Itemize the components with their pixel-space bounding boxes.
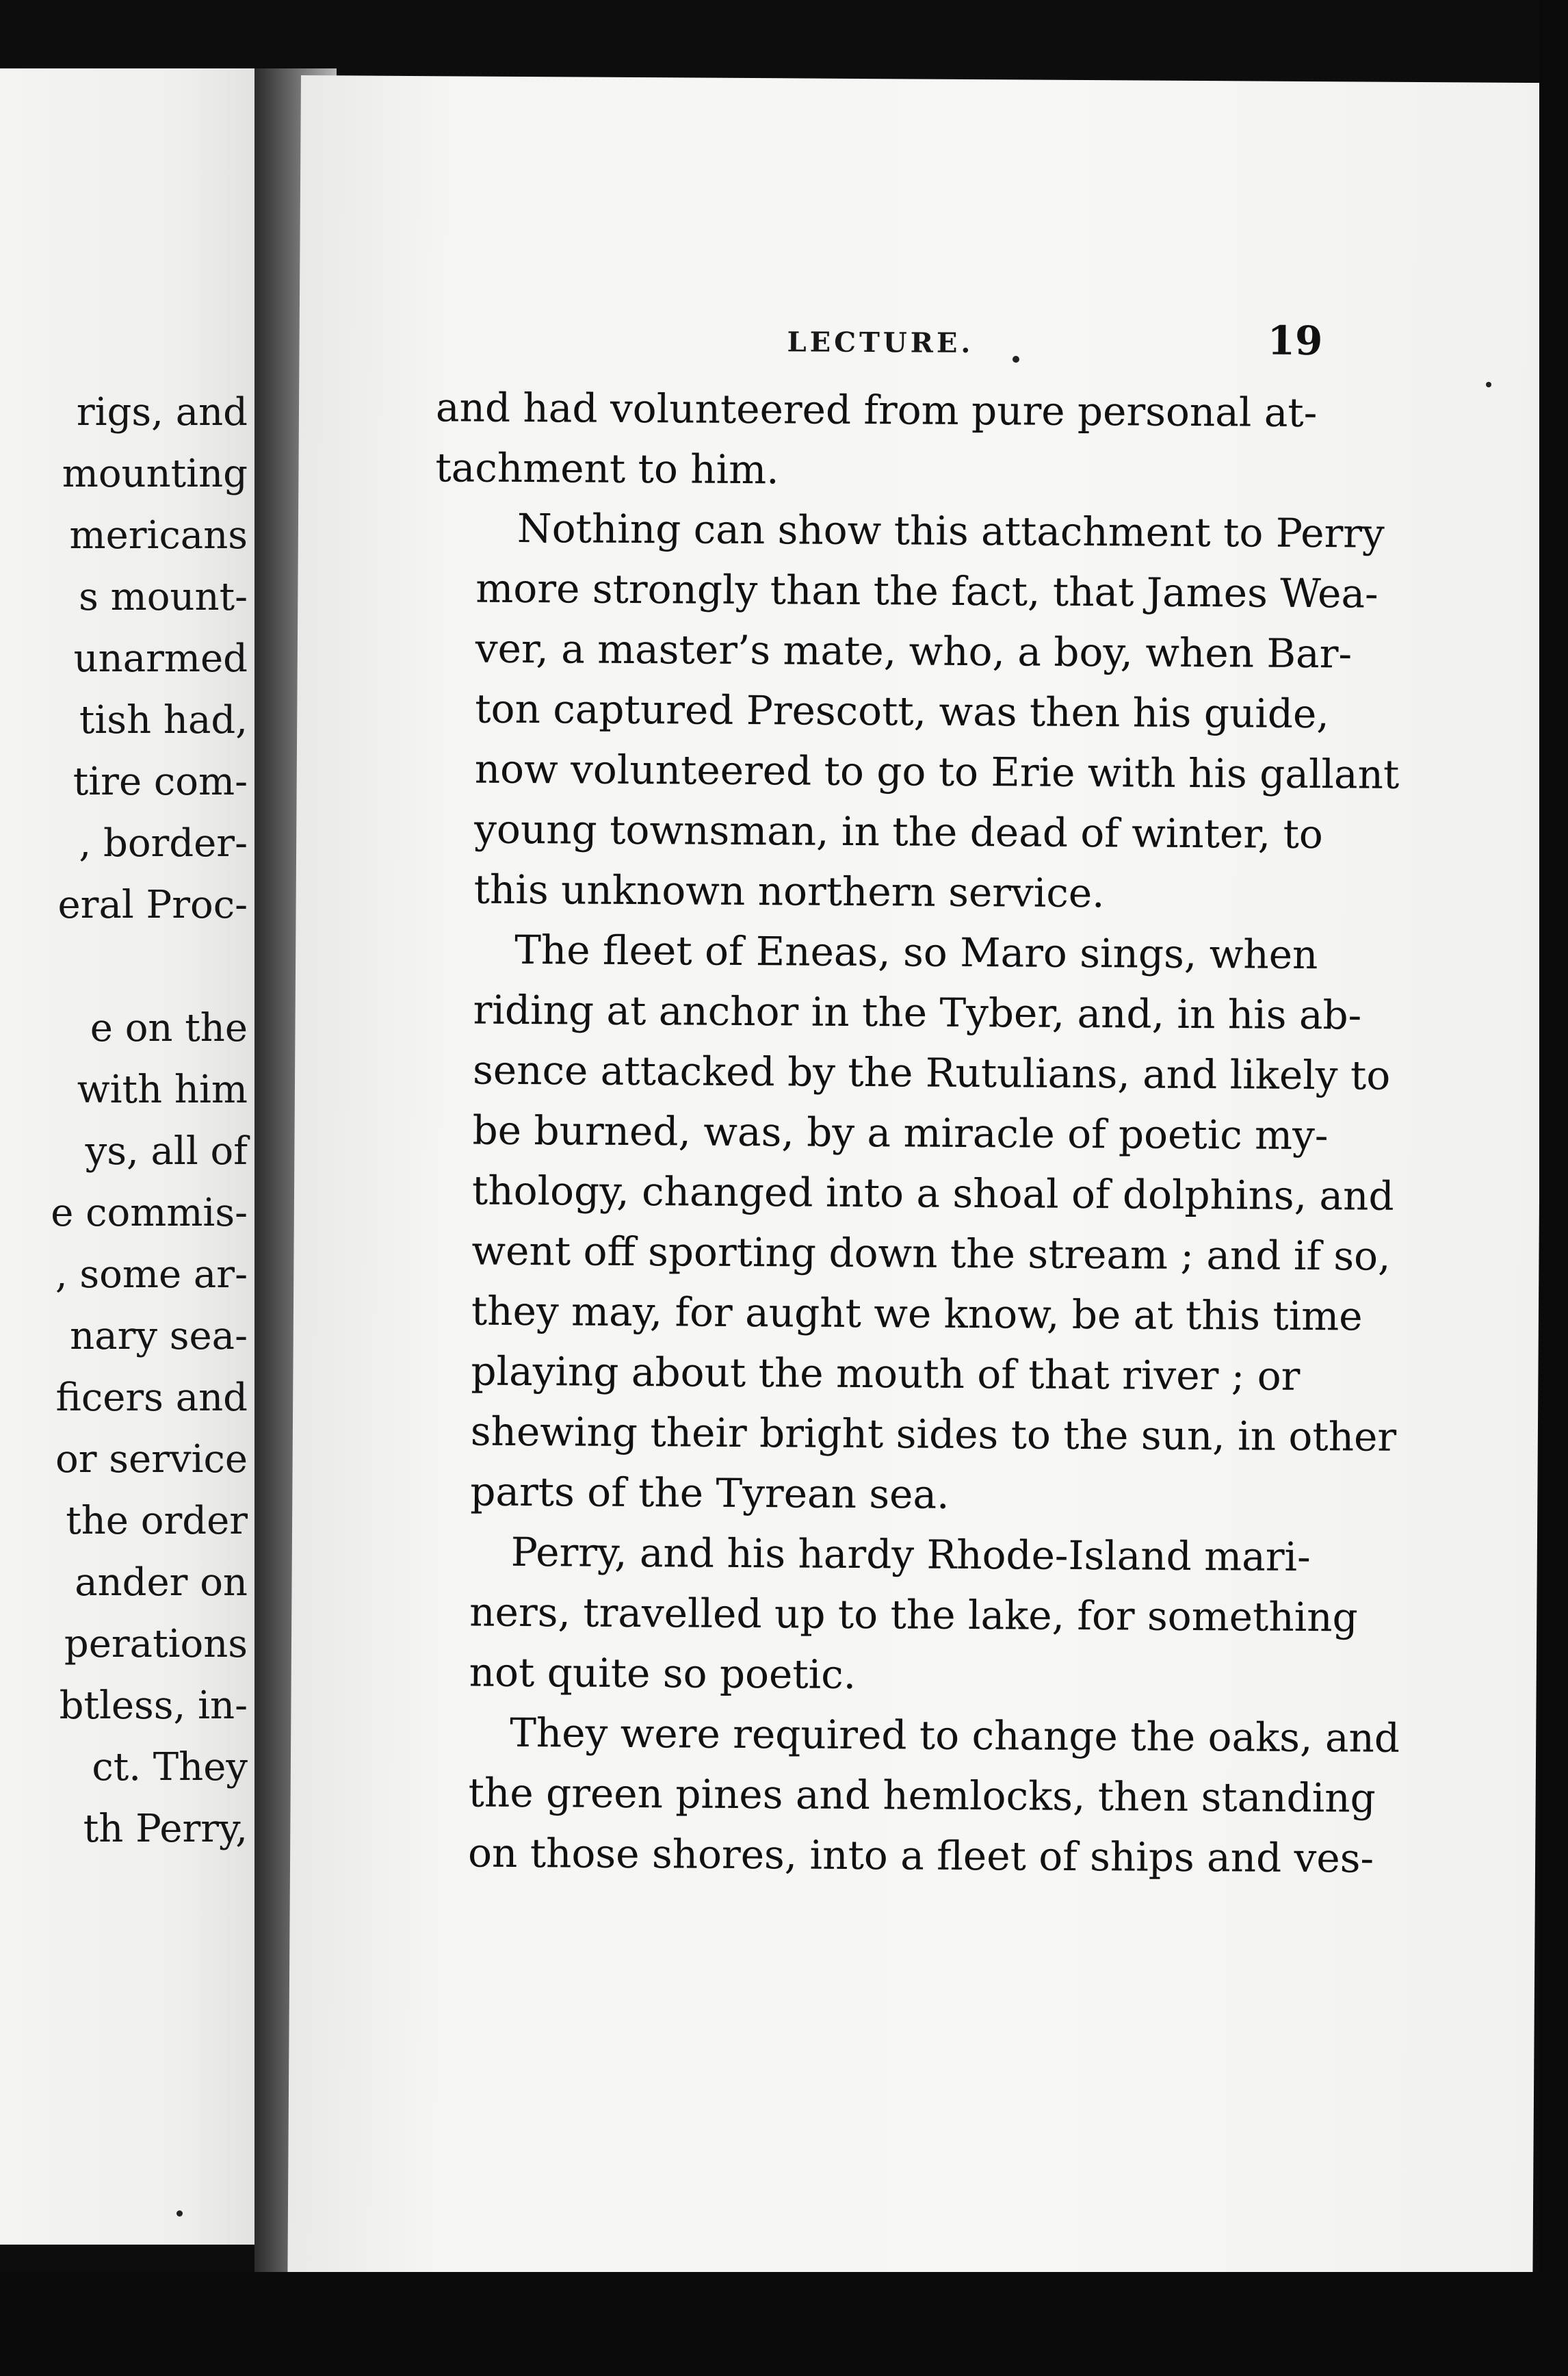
text-line: they may, for aught we know, be at this time [471,1287,1363,1340]
paragraph [435,377,1318,503]
left-page-line: btless, in- [59,1683,248,1728]
text-line: be burned, was, by a miracle of poetic my- [472,1107,1329,1159]
left-page-line: rigs, and [76,390,248,435]
text-line: Nothing can show this attachment to Perry [517,504,1385,557]
text-line: now volunteered to go to Erie with his gallant [474,745,1400,798]
text-line: went off sporting down the stream ; and if so, [471,1227,1391,1280]
left-page-line: the order [66,1499,248,1543]
left-page-line: ys, all of [85,1129,248,1174]
dust-speck [1486,382,1491,387]
left-page-line: , some ar- [55,1252,248,1297]
left-page-line: tire com- [73,760,248,804]
text-line: thology, changed into a shoal of dolphins, and [471,1167,1394,1219]
text-line: tachment to him. [435,444,779,493]
dust-speck [177,2210,183,2217]
paragraph [429,919,1397,1527]
text-line: riding at anchor in the Tyber, and, in his ab- [473,986,1362,1039]
text-line: They were required to change the oaks, and [510,1709,1400,1761]
text-line: on those shores, into a fleet of ships and ves- [467,1829,1374,1882]
left-page-line: , border- [79,821,248,866]
dust-speck [1012,356,1019,363]
left-page-line: mericans [69,513,248,558]
text-line: ver, a master’s mate, who, a boy, when Bar- [475,625,1353,677]
left-page-line: or service [55,1437,248,1482]
text-line: sence attacked by the Rutulians, and likely to [472,1046,1391,1099]
text-line: playing about the mouth of that river ; or [471,1347,1301,1399]
paragraph [428,1521,1358,1707]
left-page-line: th Perry, [83,1807,248,1851]
left-page-text [1,382,248,1860]
left-page-line: ct. They [92,1745,248,1790]
page-number: 19 [1267,317,1323,365]
text-line: more strongly than the fact, that James Wea- [475,565,1378,617]
text-line: The fleet of Eneas, so Maro sings, when [514,926,1318,979]
text-line: the green pines and hemlocks, then standing [468,1769,1376,1822]
left-page-line: nary sea- [70,1314,248,1358]
text-line: this unknown northern service. [473,866,1105,917]
scan-border-right [1539,0,1568,2376]
left-page-line: e on the [90,1006,248,1050]
left-page-line: s mount- [79,575,248,619]
left-page-line: perations [64,1622,248,1666]
paragraph [427,1702,1400,1888]
left-page-line: tish had, [79,698,248,742]
left-page-line: mounting [62,452,248,496]
text-line: shewing their bright sides to the sun, in other [470,1408,1397,1460]
right-page [287,75,1546,2280]
text-line: ton captured Prescott, was then his guide, [475,685,1329,738]
text-line: and had volunteered from pure personal at- [435,384,1318,437]
left-page-line: ficers and [55,1376,248,1420]
paragraph [432,498,1400,925]
left-page-line: ander on [75,1560,248,1605]
scan-border-bottom [0,2272,1568,2376]
text-line: parts of the Tyrean sea. [470,1468,950,1518]
running-head: LECTURE. [787,326,974,360]
left-page-line: unarmed [73,636,248,681]
text-line: Perry, and his hardy Rhode-Island mari- [510,1528,1311,1581]
text-line: young townsman, in the dead of winter, to [474,805,1324,858]
text-line: not quite so poetic. [469,1649,857,1698]
left-page-line: e commis- [51,1191,248,1235]
text-line: ners, travelled up to the lake, for something [469,1588,1358,1641]
left-page-line: eral Proc- [57,883,248,927]
page-header [301,75,1546,365]
left-facing-page [0,68,254,2245]
body-text [427,377,1400,1888]
left-page-line [1,936,248,998]
left-page-line: with him [77,1068,248,1112]
